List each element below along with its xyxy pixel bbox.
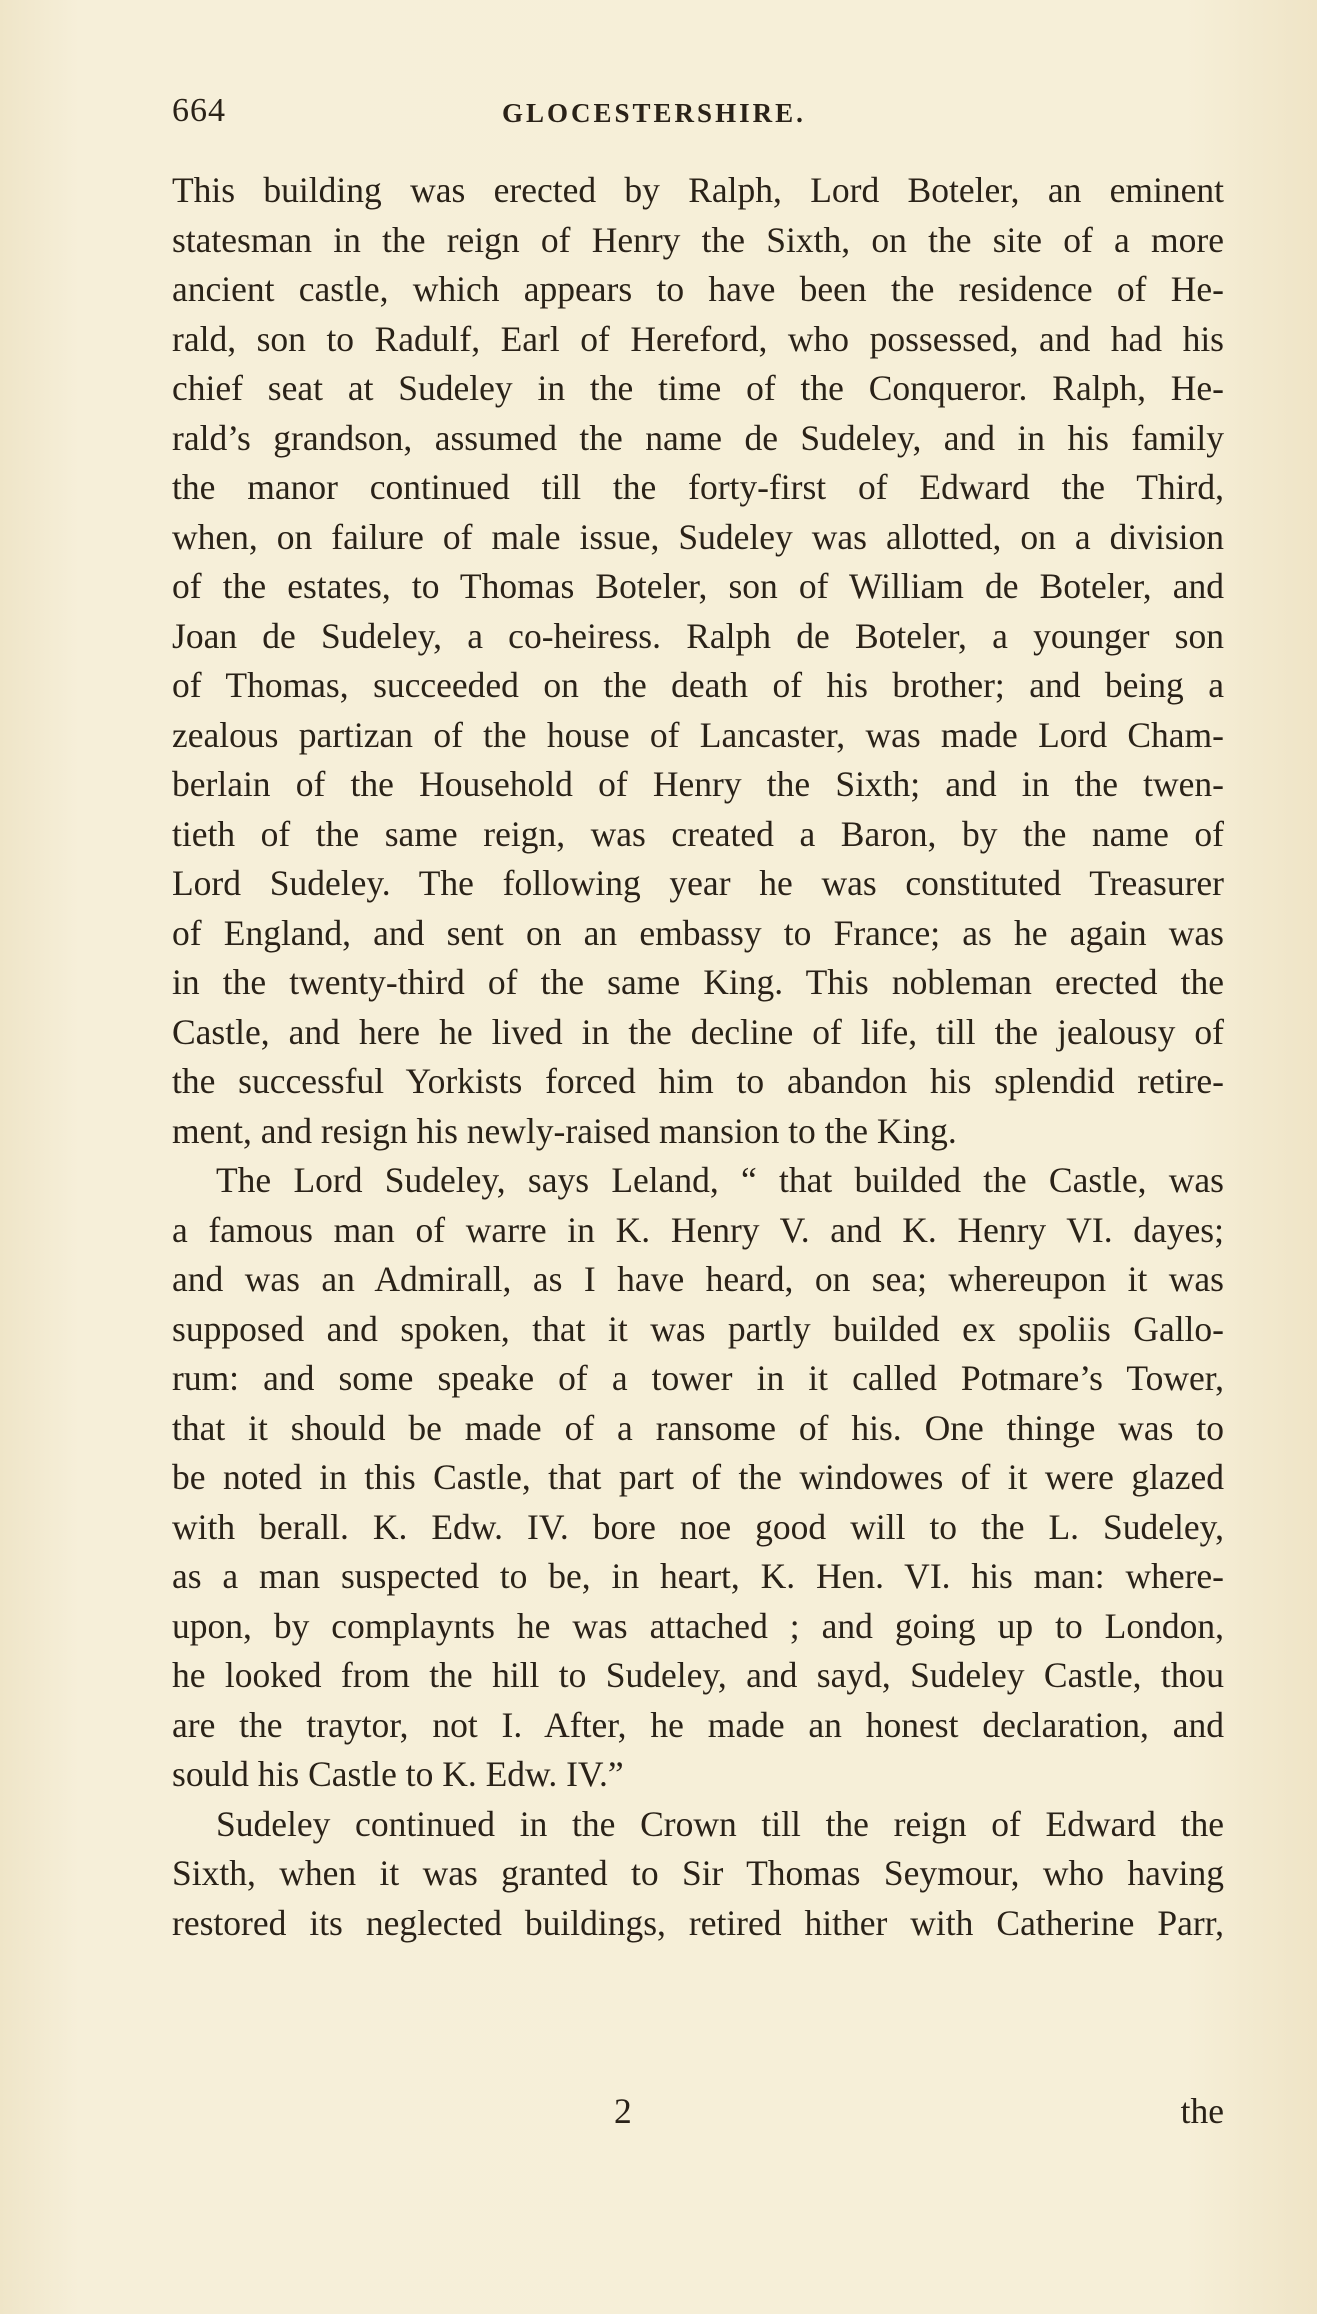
text-line: The Lord Sudeley, says Leland, “ that builded the Castle, was [216, 1160, 1224, 1200]
text-line: Sixth, when it was granted to Sir Thomas Seymour, who having [172, 1853, 1224, 1893]
text-line: be noted in this Castle, that part of the windowes of it were glazed [172, 1457, 1224, 1497]
text-line: ment, and resign his newly-raised mansion to the King. [172, 1110, 957, 1151]
page-footer [172, 2090, 1224, 2140]
text-line: rum: and some speake of a tower in it called Potmare’s Tower, [172, 1358, 1224, 1398]
text-line: rald, son to Radulf, Earl of Hereford, who possessed, and had his [172, 318, 1224, 359]
text-line: that it should be made of a ransome of his. One thinge was to [172, 1407, 1224, 1448]
page-number: 664 [172, 92, 226, 129]
text-line: chief seat at Sudeley in the time of the Conqueror. Ralph, He- [172, 368, 1224, 408]
text-line: Castle, and here he lived in the decline of life, till the jealousy of [172, 1011, 1224, 1052]
text-line: in the twenty-third of the same King. This nobleman erected the [172, 962, 1224, 1002]
text-line: he looked from the hill to Sudeley, and sayd, Sudeley Castle, thou [172, 1655, 1224, 1695]
running-title: GLOCESTERSHIRE. [502, 98, 806, 128]
text-line: the manor continued till the forty-first of Edward the Third, [172, 467, 1224, 507]
text-line: zealous partizan of the house of Lancaster, was made Lord Cham- [172, 714, 1224, 755]
text-line: a famous man of warre in K. Henry V. and K. Henry VI. dayes; [172, 1209, 1224, 1250]
text-line: Joan de Sudeley, a co-heiress. Ralph de Boteler, a younger son [172, 615, 1224, 656]
text-line: when, on failure of male issue, Sudeley was allotted, on a division [172, 516, 1224, 557]
text-line: with berall. K. Edw. IV. bore noe good will to the L. Sudeley, [172, 1506, 1224, 1547]
signature-mark: 2 [614, 2091, 632, 2131]
text-line: are the traytor, not I. After, he made an honest declaration, and [172, 1704, 1224, 1745]
text-line: of England, and sent on an embassy to France; as he again was [172, 912, 1224, 953]
text-line: supposed and spoken, that it was partly builded ex spoliis Gallo- [172, 1308, 1224, 1349]
text-line: Sudeley continued in the Crown till the reign of Edward the [216, 1803, 1224, 1844]
text-line: sould his Castle to K. Edw. IV.” [172, 1754, 624, 1794]
body-text [172, 166, 1224, 1948]
text-line: Lord Sudeley. The following year he was constituted Treasurer [172, 863, 1224, 903]
text-line: upon, by complaynts he was attached ; and going up to London, [172, 1605, 1224, 1646]
text-line: of the estates, to Thomas Boteler, son of William de Boteler, and [172, 566, 1224, 606]
text-line: statesman in the reign of Henry the Sixth, on the site of a more [172, 219, 1224, 260]
text-line: ancient castle, which appears to have been the residence of He- [172, 269, 1224, 309]
text-line: This building was erected by Ralph, Lord Boteler, an eminent [172, 170, 1224, 210]
text-line: berlain of the Household of Henry the Sixth; and in the twen- [172, 764, 1224, 804]
text-line: restored its neglected buildings, retired hither with Catherine Parr, [172, 1902, 1224, 1943]
page-header [172, 92, 1222, 142]
text-line: rald’s grandson, assumed the name de Sudeley, and in his family [172, 417, 1224, 458]
catchword: the [1180, 2091, 1224, 2131]
text-line: tieth of the same reign, was created a Baron, by the name of [172, 813, 1224, 854]
text-line: and was an Admirall, as I have heard, on sea; whereupon it was [172, 1259, 1224, 1299]
text-line: the successful Yorkists forced him to abandon his splendid retire- [172, 1061, 1224, 1101]
text-line: as a man suspected to be, in heart, K. Hen. VI. his man: where- [172, 1556, 1224, 1596]
text-line: of Thomas, succeeded on the death of his brother; and being a [172, 665, 1224, 705]
